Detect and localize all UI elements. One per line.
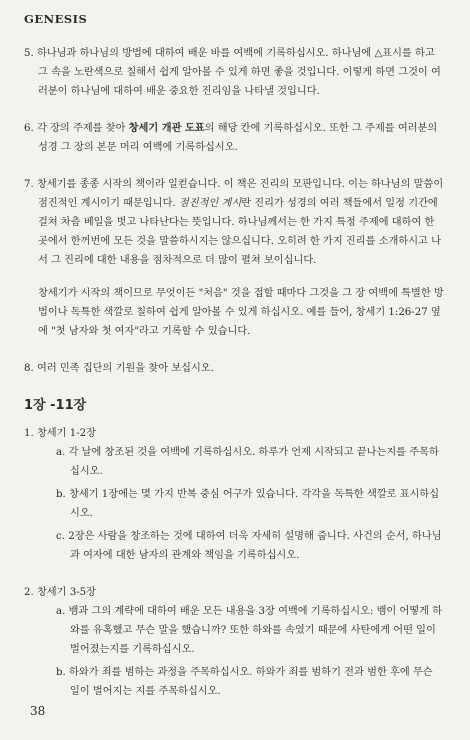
running-header: GENESIS	[24, 12, 88, 26]
section-heading: 1장 -11장	[24, 398, 87, 413]
chart-name-bold: 창세기 개관 도표	[128, 122, 205, 134]
sub-item-text: 하와가 죄를 범하는 과정을 주목하십시오. 하와가 죄를 범하기 전과 범한 후에 무슨 일이 벌어지는 지를 주목하십시오.	[69, 667, 433, 697]
page-body	[24, 44, 444, 705]
sub-item	[56, 485, 444, 523]
sub-item-label: b.	[56, 667, 66, 678]
sub-list-1	[24, 443, 444, 565]
instruction-6	[24, 119, 444, 157]
sub-item-text: 각 날에 창조된 것을 여백에 기록하십시오. 하루가 언제 시작되고 끝나는지를 주목하십시오.	[68, 447, 439, 477]
instruction-8	[24, 359, 444, 378]
italic-term: 점진적인 계시	[178, 198, 242, 209]
sub-item-label: a.	[56, 447, 66, 458]
instruction-5	[24, 44, 444, 101]
item-text-part2: 란 진리가 성경의 여러 책들에서 일정 기간에 걸쳐 차츰 베일을 벗고 나타난다는 뜻입니다. 하나님께서는 한 가지 특정 주제에 대하여 한 곳에서 한꺼번에 모든 것을 말씀하시지는 않으십니다. 오히려 한 가지 진리를 소개하시고 나서 그 진리에 대한 내용을 점차적으로 더 많이 펼쳐 보이십니다.	[38, 198, 441, 266]
sub-item-label: a.	[56, 606, 66, 617]
instruction-7-paragraph-2: 창세기가 시작의 책이므로 무엇이든 "처음" 것을 접할 때마다 그것을 그 장 여백에 특별한 방법이나 독특한 색깔로 칠하여 쉽게 알아볼 수 있게 하십시오. 예를 들어, 창세기 1:26-27 옆에 "첫 남자와 첫 여자"라고 기록할 수 있습니다.	[38, 288, 444, 337]
sub-item-label: c.	[56, 531, 65, 542]
item-text: 하나님과 하나님의 방법에 대하여 배운 바를 여백에 기록하십시오. 하나님에 △표시를 하고 그 속을 노란색으로 칠해서 쉽게 알아볼 수 있게 하면 좋을 것입니다. 이렇게 하면 그것이 여러분이 하나님에 대하여 배운 중요한 진리임을 나타낼 것입니다.	[36, 48, 441, 97]
sub-list-2	[24, 602, 444, 701]
list-head-1: 1. 창세기 1-2장	[24, 428, 96, 439]
sub-item-text: 뱀과 그의 계략에 대하여 배운 모든 내용을 3장 여백에 기록하십시오: 뱀이 어떻게 하와를 유혹했고 무슨 말을 했습니까? 또한 하와를 속였기 때문에 사탄에게 어떤 일이 벌어졌는지를 기록하십시오.	[68, 606, 443, 655]
sub-item-text: 2장은 사람을 창조하는 것에 대하여 더욱 자세히 설명해 줍니다. 사건의 순서, 하나님과 여자에 대한 남자의 관계와 책임을 기록하십시오.	[68, 531, 442, 561]
item-number: 6.	[24, 123, 34, 134]
instruction-7	[24, 175, 444, 270]
item-text: 여러 민족 집단의 기원을 찾아 보십시오.	[36, 363, 214, 374]
item-text-post: 의 해당 칸에 기록하십시오. 또한 그 주제를 여러분의 성경 그 장의 본문 머리 여백에 기록하십시오.	[38, 123, 438, 153]
sub-item	[56, 527, 444, 565]
list-head-2: 2. 창세기 3-5장	[24, 587, 96, 598]
sub-item	[56, 443, 444, 481]
item-number: 5.	[24, 48, 34, 59]
item-text-part1: 창세기를 종종 시작의 책이라 일컫습니다. 이 책은 진리의 모판입니다. 이는 하나님의 말씀이 점진적인 계시이기 때문입니다.	[36, 179, 444, 209]
item-text-pre: 각 장의 주제를 찾아	[36, 123, 129, 134]
item-number: 7.	[24, 179, 34, 190]
sub-item	[56, 602, 444, 659]
sub-item	[56, 663, 444, 701]
sub-item-label: b.	[56, 489, 66, 500]
sub-item-text: 창세기 1장에는 몇 가지 반복 중심 어구가 있습니다. 각각을 독특한 색깔로 표시하십시오.	[69, 489, 440, 519]
item-number: 8.	[24, 363, 34, 374]
page-number: 38	[30, 704, 46, 718]
